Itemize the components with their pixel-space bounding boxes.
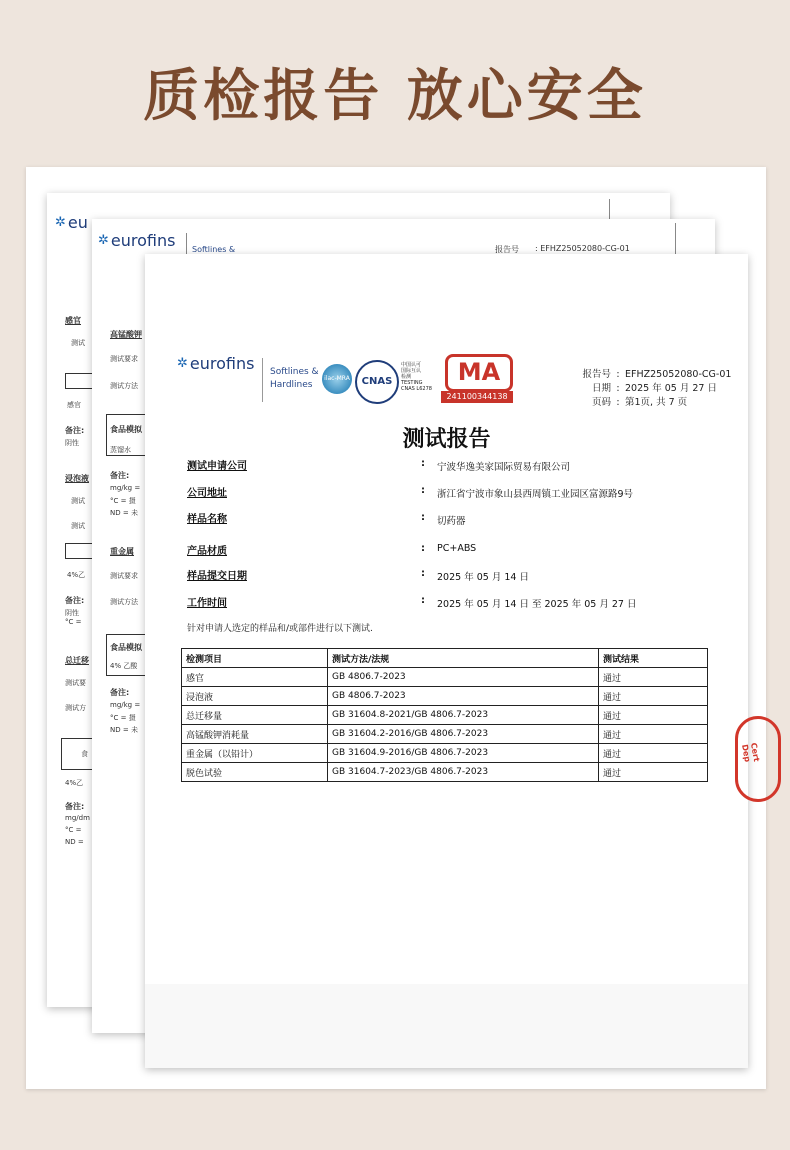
mini-table xyxy=(61,738,95,770)
eurofins-logo-icon: ✲ xyxy=(98,233,107,248)
ilac-mra-badge: ilac-MRA xyxy=(322,364,352,394)
division-label: Softlines & Hardlines xyxy=(270,367,319,390)
sheet2-label: mg/kg = xyxy=(110,701,141,709)
page-footer-area xyxy=(145,984,748,1068)
eurofins-logo: ✲ eurofins xyxy=(177,354,255,373)
sheet1-label: 备注: xyxy=(65,802,85,811)
table-row: 浸泡液 GB 4806.7-2023 通过 xyxy=(182,687,708,706)
sheet2-label: 食品模拟 xyxy=(110,643,142,652)
eurofins-logo: ✲ eurofins xyxy=(98,231,176,250)
ma-seal: MA xyxy=(445,354,513,392)
sheet2-label: 4% 乙酸 xyxy=(110,662,138,670)
test-note: 针对申请人选定的样品和/或部件进行以下测试. xyxy=(187,624,373,634)
stamp-text: Cert Dep xyxy=(740,742,762,763)
sheet2-label: °C = 摄 xyxy=(110,497,136,505)
results-table xyxy=(181,648,708,782)
test-report-sheet: ✲ eurofins Softlines & Hardlines ilac-MRA CNAS 中国认可 国际互认 检测 TESTING CNAS L6278 MA 241100344138 报告号 : EFHZ25052080-CG-01 日期 : 2025 年 05 月 27 日 页码 : 第1页, 共 7 页 测试报告 测试申请公司 : 宁波华逸美家国际贸易有限公司 公司地址 : 浙江省宁波市象山县西周镇工业园区富源路9号 样品名称 : 切药器 产品材质 : PC+ABS 样品提交日期 : 2025 年 05 月 14 日 工作时间 : 2025 年 05 月 14 日 至 2025 年 05 月 27 日 针对申请人选定的样品和/或部件进行以下测试. 检测项目 测试方法/法规 测试结果 感官 GB 4806.7-2023 通过 浸泡液 GB 4806.7-2023 通过 总迁移量 GB 31604.8-2021/GB 4806.7-2023 通过 高锰酸钾消耗量 GB 31604.2-2016/GB 4806.7-2023 通过 重金属（以铅计） GB 31604.9-2016/GB 4806.7-2023 通过 脱色试验 GB 31604.7-2023/GB 4806.7-2023 通过 Cert Dep xyxy=(145,254,748,1068)
sheet2-label: 备注: xyxy=(110,471,130,480)
sheet1-label: °C = xyxy=(65,618,82,626)
col-header-method: 测试方法/法规 xyxy=(328,649,599,668)
field-label-sample: 样品名称 xyxy=(187,514,227,525)
sheet1-label: mg/dm xyxy=(65,814,90,822)
table-row: 高锰酸钾消耗量 GB 31604.2-2016/GB 4806.7-2023 通过 xyxy=(182,725,708,744)
table-row: 总迁移量 GB 31604.8-2021/GB 4806.7-2023 通过 xyxy=(182,706,708,725)
sheet2-label: 蒸馏水 xyxy=(110,446,131,454)
division-label: Softlines & xyxy=(192,245,236,254)
sheet1-label: 4%乙 xyxy=(67,571,86,579)
ma-number: 241100344138 xyxy=(441,391,513,403)
sheet1-label: 测试 xyxy=(71,497,85,505)
sheet2-label: ND = 未 xyxy=(110,509,138,517)
divider xyxy=(262,358,263,402)
cnas-badge: CNAS xyxy=(355,360,399,404)
table-row: 重金属（以铅计） GB 31604.9-2016/GB 4806.7-2023 通过 xyxy=(182,744,708,763)
table-row: 脱色试验 GB 31604.7-2023/GB 4806.7-2023 通过 xyxy=(182,763,708,782)
sheet1-label: 测试 xyxy=(71,339,85,347)
field-value-address: 浙江省宁波市象山县西周镇工业园区富源路9号 xyxy=(437,489,634,500)
divider xyxy=(186,233,187,255)
field-label-address: 公司地址 xyxy=(187,488,227,499)
sheet1-label: 食 xyxy=(81,750,88,758)
sheet2-label: mg/kg = xyxy=(110,484,141,492)
field-label-applicant: 测试申请公司 xyxy=(187,461,247,472)
sheet1-label: ND = xyxy=(65,838,84,846)
col-header-item: 检测项目 xyxy=(182,649,328,668)
sheet2-label: 食品模拟 xyxy=(110,425,142,434)
sheet2-label: ND = 未 xyxy=(110,726,138,734)
field-value-applicant: 宁波华逸美家国际贸易有限公司 xyxy=(437,462,571,473)
field-value-work-period: 2025 年 05 月 14 日 至 2025 年 05 月 27 日 xyxy=(437,599,637,610)
meta-page: 页码 : 第1页, 共 7 页 xyxy=(591,397,688,408)
eurofins-logo: ✲ eu xyxy=(55,213,88,232)
divider xyxy=(675,223,676,257)
field-label-material: 产品材质 xyxy=(187,546,227,557)
field-value-submit-date: 2025 年 05 月 14 日 xyxy=(437,572,529,583)
sheet1-label: 感官 xyxy=(65,316,81,325)
sheet1-label: 测试方 xyxy=(65,704,86,712)
meta-report-no: 报告号 : EFHZ25052080-CG-01 xyxy=(582,369,732,380)
sheet2-label: 备注: xyxy=(110,688,130,697)
page-headline: 质检报告 放心安全 xyxy=(143,64,647,129)
field-label-submit-date: 样品提交日期 xyxy=(187,571,247,582)
report-no-label: 报告号 xyxy=(495,245,519,254)
meta-date: 日期 : 2025 年 05 月 27 日 xyxy=(591,383,717,394)
sheet2-label: 高锰酸钾 xyxy=(110,330,142,339)
sheet1-label: 4%乙 xyxy=(65,779,84,787)
sheet2-label: 测试要求 xyxy=(110,572,138,580)
sheet1-label: °C = xyxy=(65,826,82,834)
sheet1-label: 测试要 xyxy=(65,679,86,687)
sheet2-label: °C = 摄 xyxy=(110,714,136,722)
sheet2-label: 测试方法 xyxy=(110,382,138,390)
col-header-result: 测试结果 xyxy=(599,649,708,668)
table-row: 感官 GB 4806.7-2023 通过 xyxy=(182,668,708,687)
sheet1-label: 阴性 xyxy=(65,439,79,447)
sheet1-label: 备注: xyxy=(65,596,85,605)
field-value-sample: 切药器 xyxy=(437,516,466,527)
table-header-row xyxy=(182,649,708,668)
field-value-material: PC+ABS xyxy=(437,543,477,554)
eurofins-logo-icon: ✲ xyxy=(177,356,186,371)
eurofins-logo-icon: ✲ xyxy=(55,215,64,230)
mini-table xyxy=(65,373,95,389)
report-title: 测试报告 xyxy=(402,426,491,452)
sheet1-label: 总迁移 xyxy=(65,656,89,665)
sheet2-label: 测试要求 xyxy=(110,355,138,363)
mini-table xyxy=(65,543,95,559)
cnas-note: 中国认可 国际互认 检测 TESTING CNAS L6278 xyxy=(401,362,432,392)
sheet1-label: 感官 xyxy=(67,401,81,409)
sheet1-label: 测试 xyxy=(71,522,85,530)
sheet2-label: 测试方法 xyxy=(110,598,138,606)
report-no-value: : EFHZ25052080-CG-01 xyxy=(535,244,630,253)
sheet1-label: 阴性 xyxy=(65,609,79,617)
sheet1-label: 浸泡液 xyxy=(65,474,89,483)
sheet1-label: 备注: xyxy=(65,426,85,435)
sheet2-label: 重金属 xyxy=(110,547,134,556)
field-label-work-period: 工作时间 xyxy=(187,598,227,609)
